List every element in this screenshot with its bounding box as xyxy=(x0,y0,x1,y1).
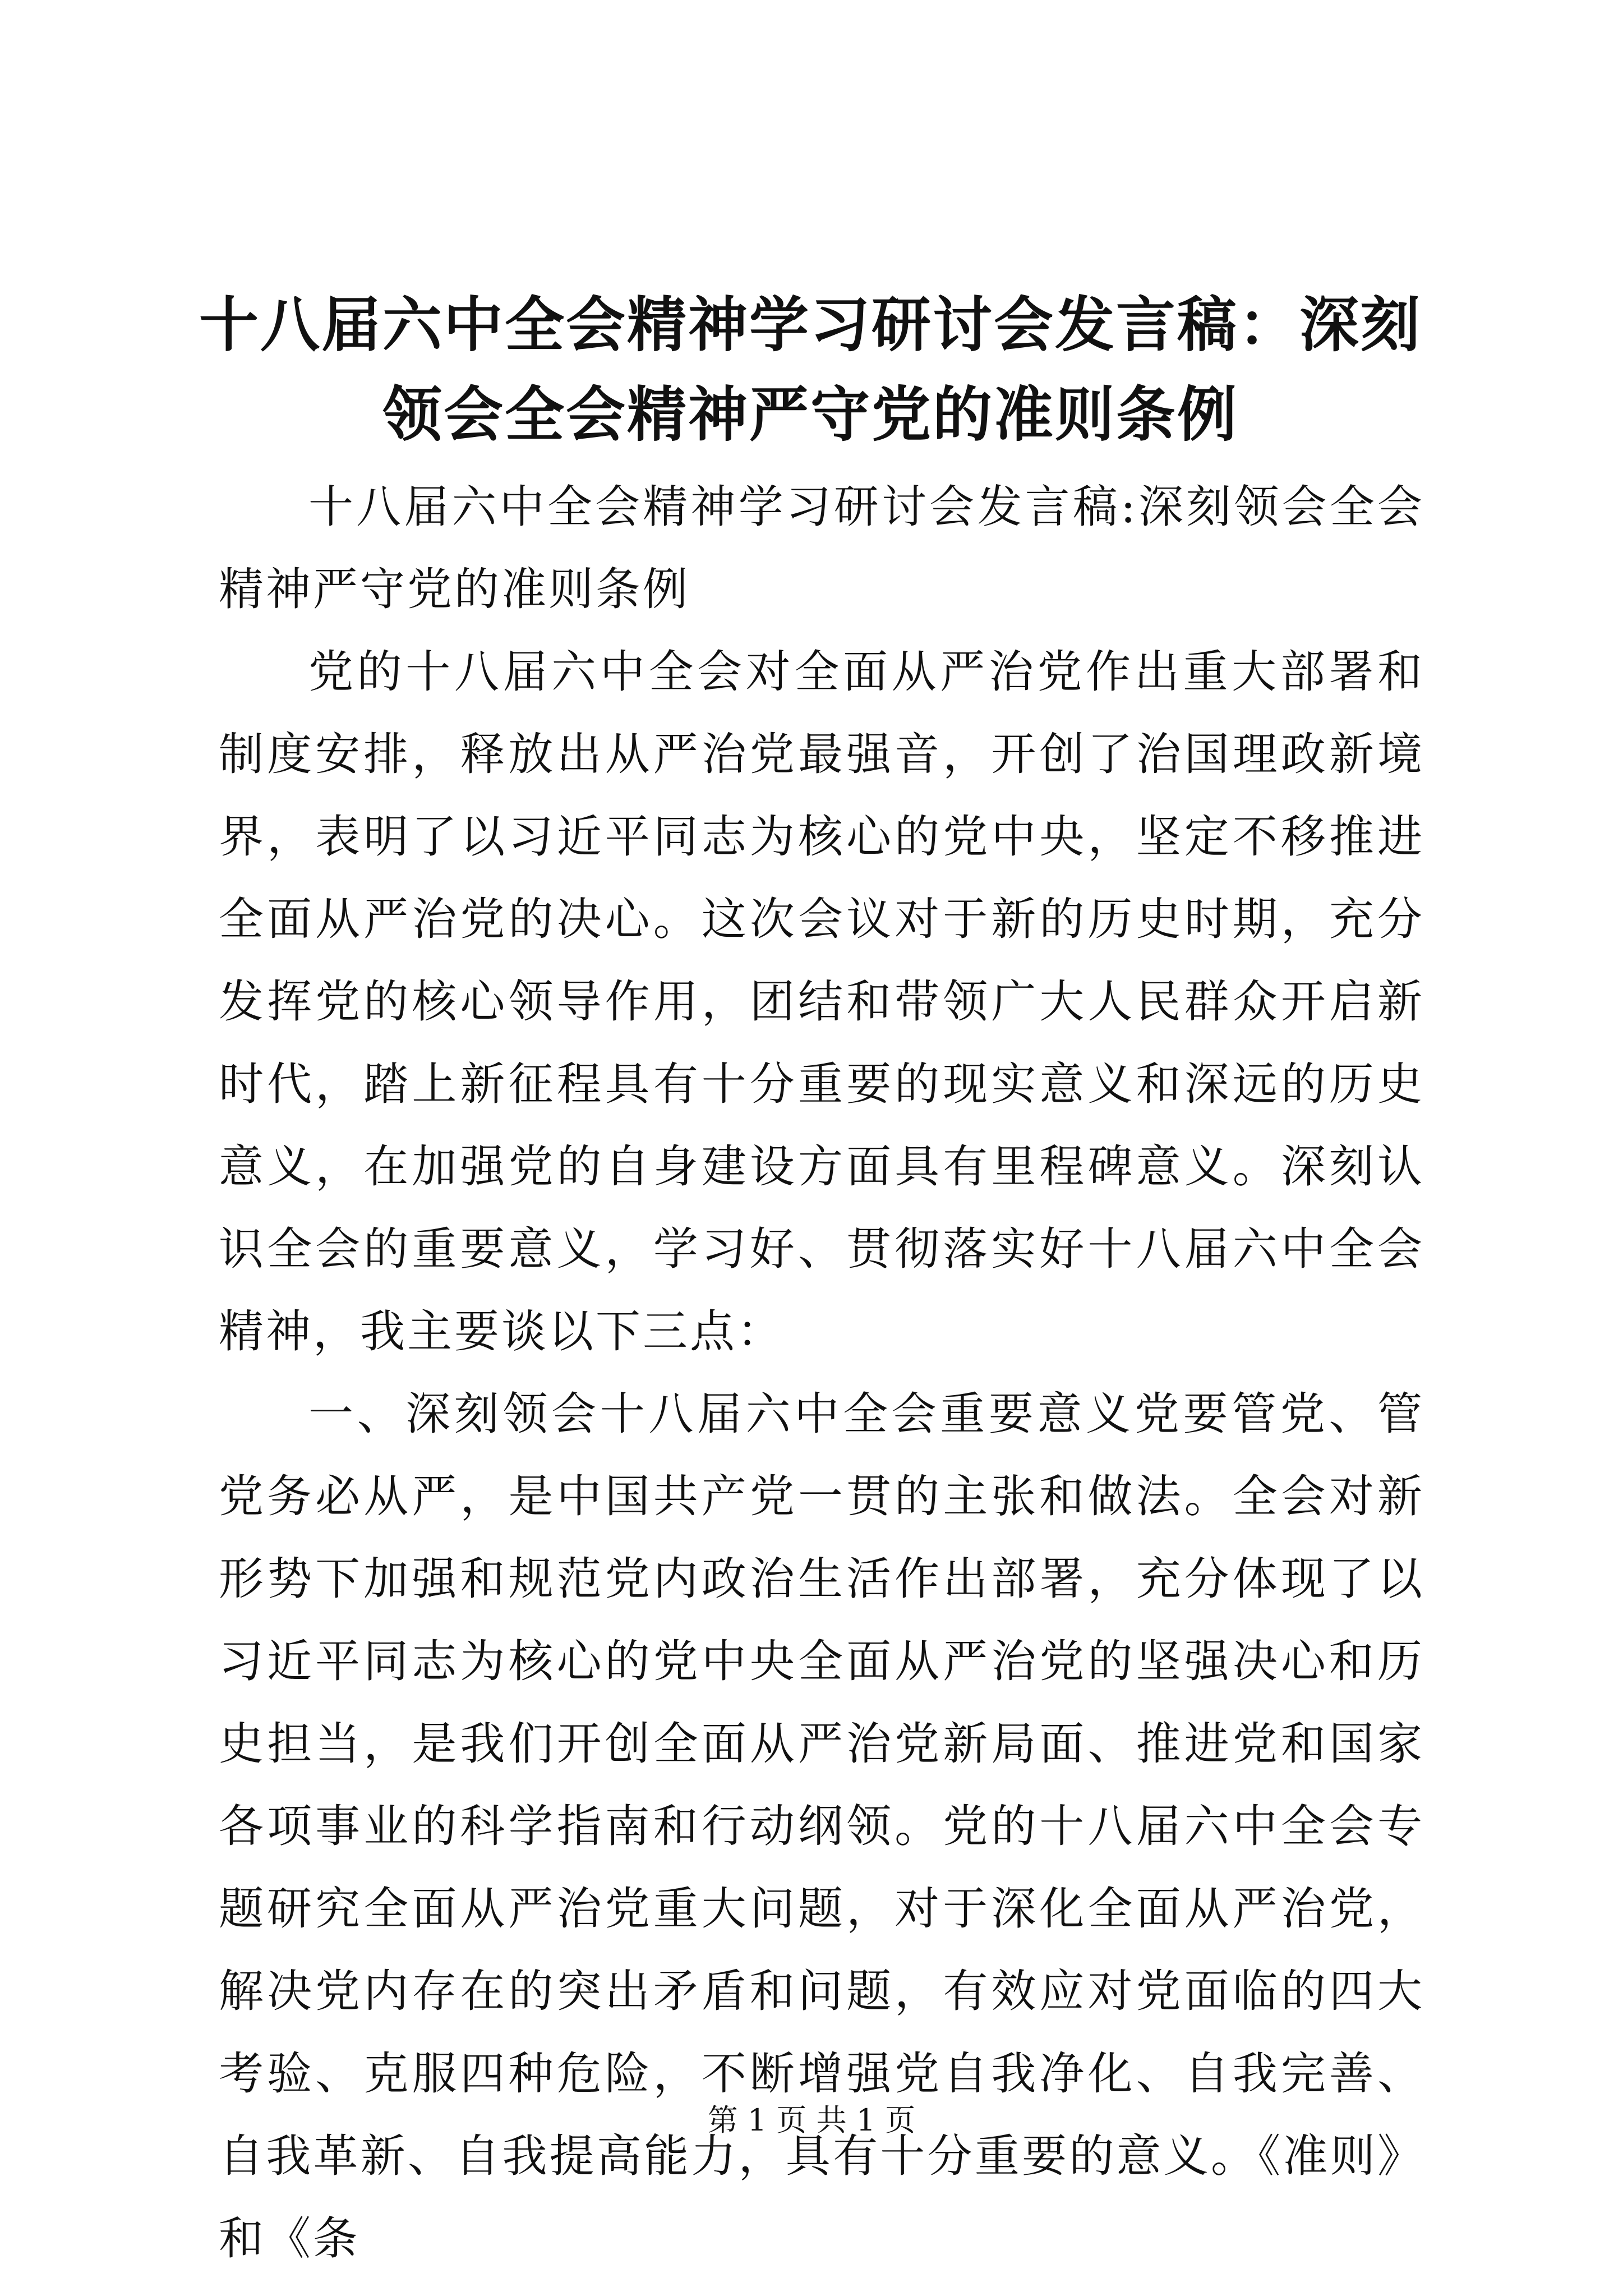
document-title: 十八届六中全会精神学习研讨会发言稿：深刻领会全会精神严守党的准则条例 xyxy=(199,291,1422,449)
paragraph-intro: 党的十八届六中全会对全面从严治党作出重大部署和制度安排，释放出从严治党最强音，开创了治国理政新境界，表明了以习近平同志为核心的党中央，坚定不移推进全面从严治党的决心。这次会议对于新的历史时期，充分发挥党的核心领导作用，团结和带领广大人民群众开启新时代，踏上新征程具有十分重要的现实意义和深远的历史意义，在加强党的自身建设方面具有里程碑意义。深刻认识全会的重要意义，学习好、贯彻落实好十八届六中全会精神，我主要谈以下三点： xyxy=(219,646,1424,1358)
paragraph-section-one: 一、深刻领会十八届六中全会重要意义党要管党、管党务必从严，是中国共产党一贯的主张和做法。全会对新形势下加强和规范党内政治生活作出部署，充分体现了以习近平同志为核心的党中央全面从严治党的坚强决心和历史担当，是我们开创全面从严治党新局面、推进党和国家各项事业的科学指南和行动纲领。党的十八届六中全会专题研究全面从严治党重大问题，对于深化全面从严治党，解决党内存在的突出矛盾和问题，有效应对党面临的四大考验、克服四种危险，不断增强党自我净化、自我完善、自我革新、自我提高能力，具有十分重要的意义。《准则》和《条 xyxy=(219,1388,1424,2265)
paragraph-subtitle: 十八届六中全会精神学习研讨会发言稿:深刻领会全会精神严守党的准则条例 xyxy=(219,481,1424,615)
document-body xyxy=(219,466,1424,2280)
page-number-footer: 第 1 页 共 1 页 xyxy=(707,2102,916,2138)
